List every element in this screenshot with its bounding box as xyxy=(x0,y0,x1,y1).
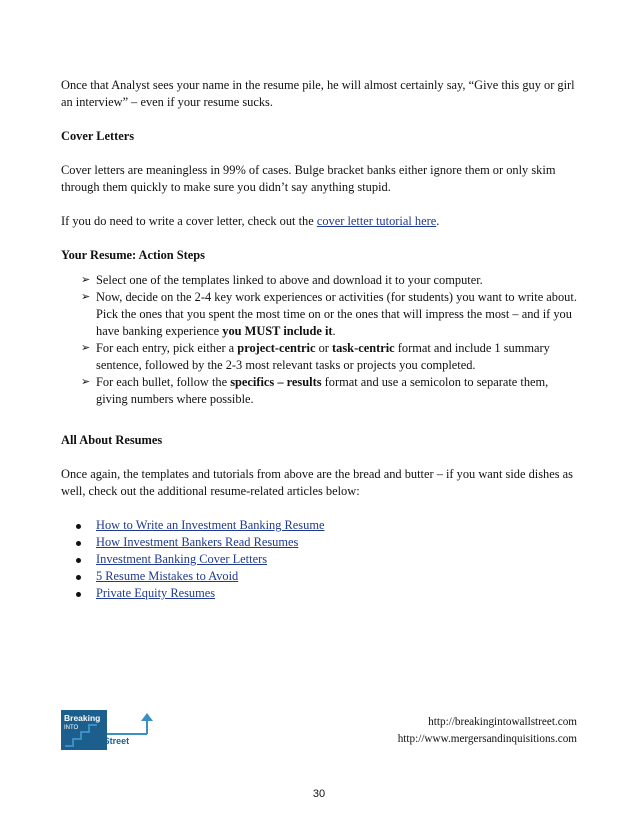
action-step-item: ➢ Now, decide on the 2-4 key work experiences or activities (for students) you want to write about. Pick the ones that you spent the most time on or the ones that will impress the most – and if you have banking experience you MUST include it. xyxy=(81,290,577,338)
bullet-dot-icon xyxy=(76,524,81,529)
action-steps-heading: Your Resume: Action Steps xyxy=(61,248,205,262)
logo-text-wall-street: Wall Street xyxy=(83,736,130,746)
cover-letters-paragraph: Cover letters are meaningless in 99% of cases. Bulge bracket banks either ignore them or only skim through them quickly to make sure you didn’t say anything stupid. xyxy=(61,163,556,194)
article-link[interactable]: Private Equity Resumes xyxy=(96,586,216,600)
logo-text-into: INTO xyxy=(64,725,79,731)
list-item xyxy=(75,568,565,585)
arrow-bullet-icon: ➢ xyxy=(81,274,91,286)
resume-articles-list xyxy=(75,517,565,602)
action-step-item: ➢ For each entry, pick either a project-centric or task-centric format and include 1 summary sentence, followed by the 2-3 most relevant tasks or projects you completed. xyxy=(81,341,550,372)
bullet-dot-icon xyxy=(76,541,81,546)
page-number: 30 xyxy=(312,788,326,800)
arrow-bullet-icon: ➢ xyxy=(81,342,91,354)
logo-arrow-head-icon xyxy=(141,713,153,721)
article-link[interactable]: 5 Resume Mistakes to Avoid xyxy=(96,569,239,583)
article-link[interactable]: How Investment Bankers Read Resumes xyxy=(96,535,299,549)
cover-letters-heading: Cover Letters xyxy=(61,129,135,143)
list-item xyxy=(75,585,565,602)
bullet-dot-icon xyxy=(76,575,81,580)
list-item xyxy=(75,551,565,568)
tutorial-prefix: If you do need to write a cover letter, check out the xyxy=(61,214,317,228)
arrow-bullet-icon: ➢ xyxy=(81,291,91,303)
intro-paragraph: Once that Analyst sees your name in the resume pile, he will almost certainly say, “Give this guy or girl an interview” – even if your resume sucks. xyxy=(61,78,575,109)
action-step-item: ➢ Select one of the templates linked to above and download it to your computer. xyxy=(81,273,483,287)
all-about-resumes-heading: All About Resumes xyxy=(61,433,163,447)
arrow-bullet-icon: ➢ xyxy=(81,376,91,388)
article-link[interactable]: How to Write an Investment Banking Resume xyxy=(96,518,325,532)
bullet-dot-icon xyxy=(76,558,81,563)
logo-text-breaking: Breaking xyxy=(64,713,101,723)
list-item xyxy=(75,534,565,551)
cover-letter-tutorial-paragraph xyxy=(61,213,581,230)
breaking-into-wall-street-logo xyxy=(61,710,161,750)
list-item xyxy=(75,517,565,534)
footer-url-biws: http://breakingintowallstreet.com xyxy=(428,716,577,728)
tutorial-suffix: . xyxy=(436,214,440,228)
cover-letter-tutorial-link[interactable]: cover letter tutorial here xyxy=(316,214,437,228)
action-step-item: ➢ For each bullet, follow the specifics – results format and use a semicolon to separate them, giving numbers where possible. xyxy=(81,375,549,406)
footer-urls xyxy=(398,714,577,748)
footer-url-mi: http://www.mergersandinquisitions.com xyxy=(397,733,577,745)
article-link[interactable]: Investment Banking Cover Letters xyxy=(96,552,268,566)
action-steps-list xyxy=(81,272,581,408)
bullet-dot-icon xyxy=(76,592,81,597)
all-about-resumes-paragraph: Once again, the templates and tutorials from above are the bread and butter – if you want side dishes as well, check out the additional resume-related articles below: xyxy=(61,467,573,498)
